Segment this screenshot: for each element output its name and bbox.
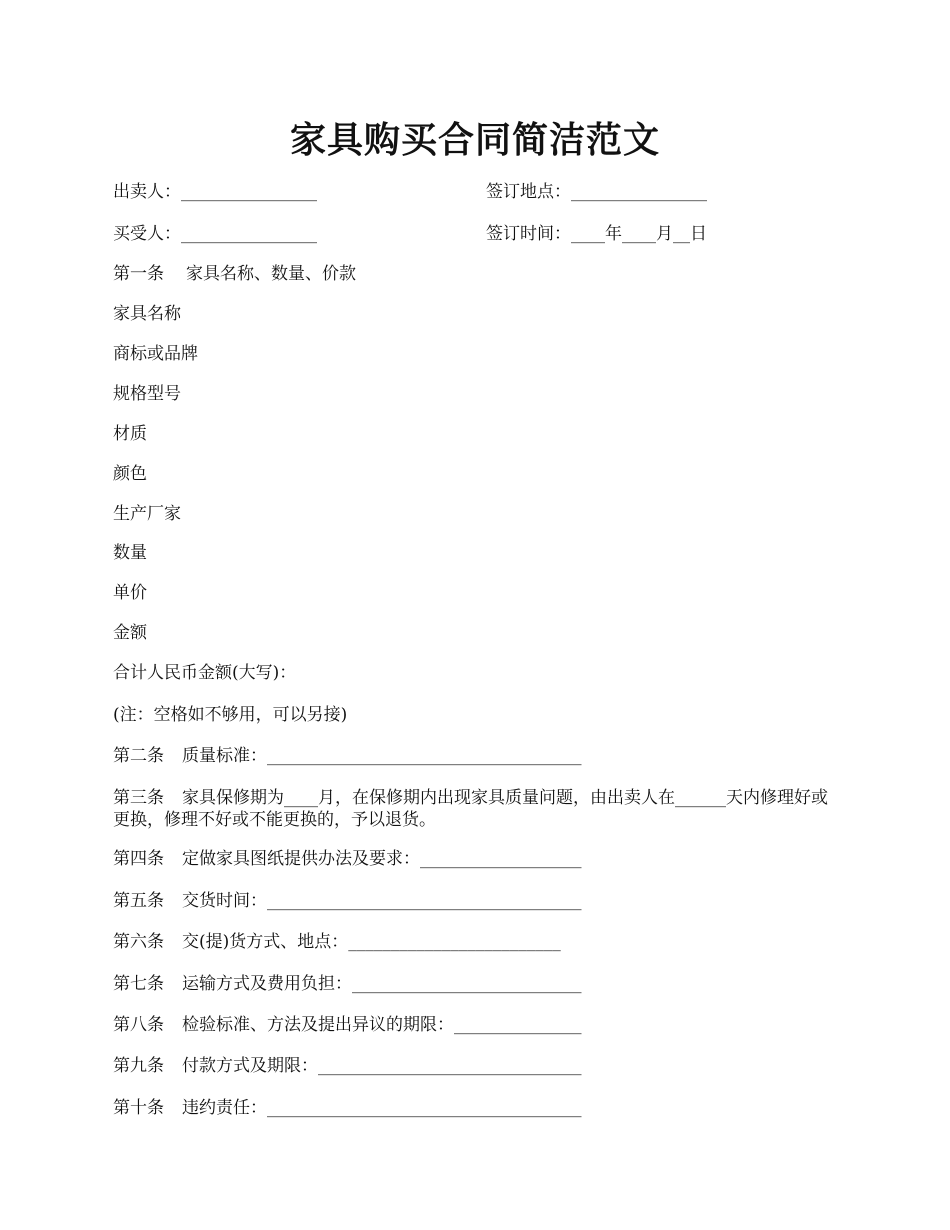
article-text: 付款方式及期限：_______________________________ — [182, 1056, 582, 1076]
article-5 — [113, 890, 582, 912]
sign-time-field: 签订时间：____年____月__日 — [486, 224, 707, 244]
field-item: 金额 — [113, 623, 147, 643]
article-text: 交货时间：_____________________________________ — [182, 891, 582, 911]
field-item: 材质 — [113, 424, 147, 444]
article-4 — [113, 848, 582, 870]
article-text: 违约责任：_____________________________________ — [182, 1098, 582, 1118]
article-text: 交(提)货方式、地点：_________________________ — [182, 932, 561, 952]
document-title: 家具购买合同简洁范文 — [289, 119, 660, 161]
article-text: 家具保修期为____月，在保修期内出现家具质量问题，由出卖人在______天内修理好或更换，修理不好或不能更换的，予以退货。 — [113, 788, 828, 830]
field-item: 颜色 — [113, 464, 147, 484]
article-6 — [113, 931, 561, 953]
article-7 — [113, 973, 582, 995]
article-label: 第八条 — [113, 1015, 164, 1035]
article-label: 第一条 — [113, 264, 164, 284]
article-text: 检验标准、方法及提出异议的期限：_______________ — [182, 1015, 582, 1035]
field-item: 生产厂家 — [113, 504, 181, 524]
article-3 — [113, 787, 843, 831]
seller-field: 出卖人：________________ — [113, 182, 317, 202]
article-9 — [113, 1055, 582, 1077]
sign-place-field: 签订地点：________________ — [486, 182, 707, 202]
field-item: 规格型号 — [113, 384, 181, 404]
buyer-field: 买受人：________________ — [113, 224, 317, 244]
article-label: 第七条 — [113, 974, 164, 994]
article-8 — [113, 1014, 582, 1036]
field-item: 数量 — [113, 543, 147, 563]
article-10 — [113, 1097, 582, 1119]
article-label: 第十条 — [113, 1098, 164, 1118]
total-amount-line: 合计人民币金额(大写)： — [113, 663, 297, 683]
note-line: (注：空格如不够用，可以另接) — [113, 705, 348, 725]
header-row-2 — [113, 223, 707, 245]
field-item: 家具名称 — [113, 304, 181, 324]
article-label: 第五条 — [113, 891, 164, 911]
article-text: 家具名称、数量、价款 — [186, 264, 356, 284]
article-label: 第六条 — [113, 932, 164, 952]
article-text: 质量标准：_____________________________________ — [182, 746, 582, 766]
article-label: 第三条 — [113, 788, 164, 808]
article-2 — [113, 745, 582, 767]
article-label: 第四条 — [113, 849, 164, 869]
field-item: 单价 — [113, 583, 147, 603]
article-text: 运输方式及费用负担：___________________________ — [182, 974, 582, 994]
article-label: 第二条 — [113, 746, 164, 766]
header-row-1 — [113, 181, 707, 203]
article-1 — [113, 263, 356, 285]
article-label: 第九条 — [113, 1056, 164, 1076]
field-item: 商标或品牌 — [113, 344, 198, 364]
article-text: 定做家具图纸提供办法及要求：___________________ — [182, 849, 582, 869]
